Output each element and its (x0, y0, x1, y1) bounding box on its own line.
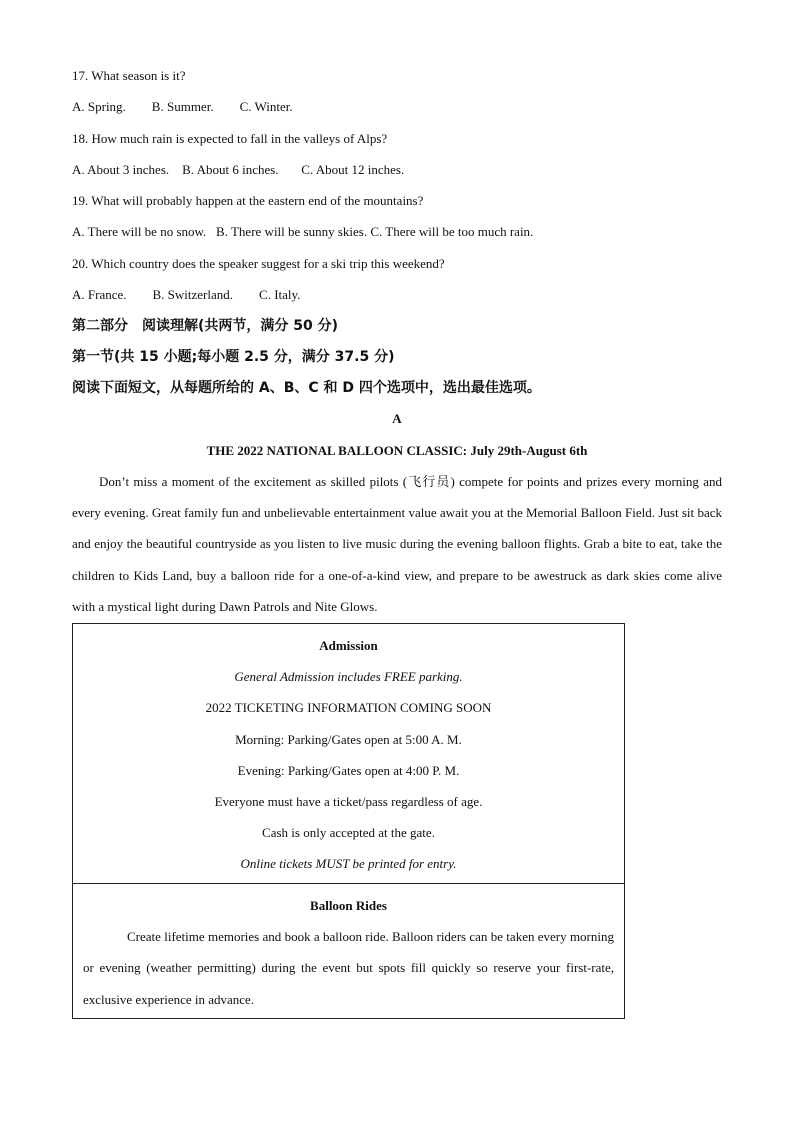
passage-paragraph (72, 466, 722, 622)
rides-text-block (73, 921, 624, 1015)
section-instruction: 阅读下面短文，从每题所给的 A、B、C 和 D 四个选项中，选出最佳选项。 (72, 380, 541, 396)
info-table (72, 623, 625, 1019)
passage-letter: A (392, 411, 402, 426)
rides-heading: Balloon Rides (310, 898, 387, 913)
question-text: 20. Which country does the speaker suggest for a ski trip this weekend? (72, 256, 445, 271)
question-options: A. France. B. Switzerland. C. Italy. (72, 287, 301, 302)
question-options: A. Spring. B. Summer. C. Winter. (72, 99, 293, 114)
admission-line-4: Evening: Parking/Gates open at 4:00 P. M. (237, 762, 460, 778)
question-text: 19. What will probably happen at the eastern end of the mountains? (72, 193, 424, 208)
rides-text: Create lifetime memories and book a balloon ride. Balloon riders can be taken every morning or evening (weather permitting) during the event but spots fill quickly so reserve your first-rate, exclusive experience in advance. (83, 929, 614, 1007)
admission-line-2: 2022 TICKETING INFORMATION COMING SOON (205, 700, 492, 716)
admission-heading: Admission (319, 638, 378, 653)
admission-line-7: Online tickets MUST be printed for entry. (240, 856, 457, 872)
admission-line-6: Cash is only accepted at the gate. (262, 825, 435, 841)
passage-paragraph-text: Don’t miss a moment of the excitement as skilled pilots (飞行员) compete for points and prizes every morning and every evening. Great family fun and unbelievable entertainment value await you at the Memorial Balloon Field. Just sit back and enjoy the beautiful countryside as you listen to live music during the evening balloon flights. Grab a bite to eat, take the children to Kids Land, buy a balloon ride for a one-of-a-kind view, and prepare to be awestruck as dark skies come alive with a mystical light during Dawn Patrols and Nite Glows. (72, 474, 722, 614)
question-text: 18. How much rain is expected to fall in the valleys of Alps? (72, 131, 388, 146)
rides-cell (73, 884, 625, 1019)
admission-line-1: General Admission includes FREE parking. (234, 669, 463, 685)
admission-cell (73, 624, 625, 884)
section-sub-title: 第一节(共 15 小题;每小题 2.5 分，满分 37.5 分) (72, 349, 395, 365)
question-text: 17. What season is it? (72, 68, 186, 83)
admission-line-3: Morning: Parking/Gates open at 5:00 A. M. (235, 731, 462, 747)
admission-line-5: Everyone must have a ticket/pass regardless of age. (214, 794, 483, 810)
section-part-title: 第二部分 阅读理解(共两节，满分 50 分) (72, 318, 339, 334)
passage-title: THE 2022 NATIONAL BALLOON CLASSIC: July 29th-August 6th (206, 443, 588, 458)
question-options: A. About 3 inches. B. About 6 inches. C. About 12 inches. (72, 162, 405, 177)
question-options: A. There will be no snow. B. There will be sunny skies. C. There will be too much rain. (72, 224, 534, 239)
